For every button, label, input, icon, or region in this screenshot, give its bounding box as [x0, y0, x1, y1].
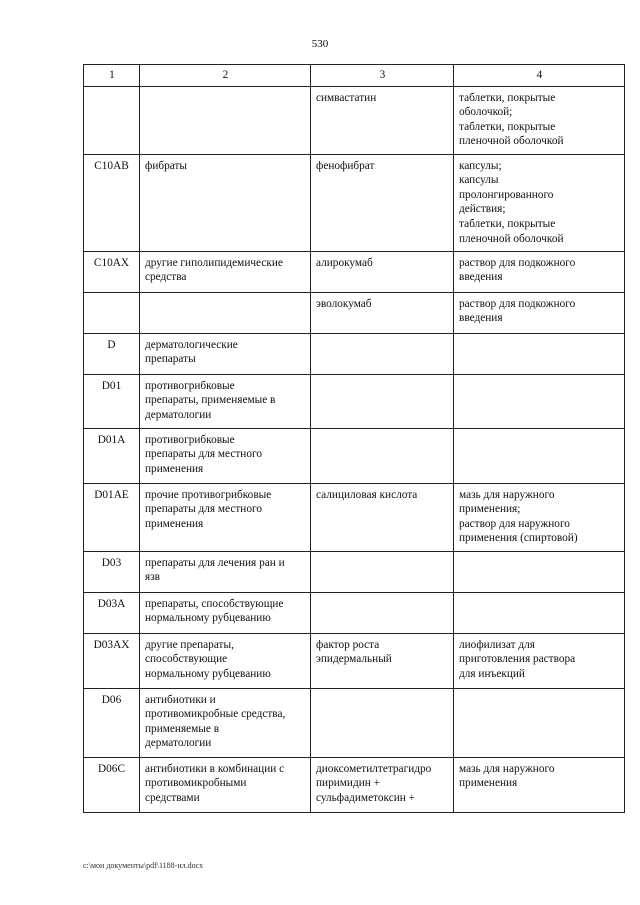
- table-row: [84, 757, 625, 812]
- cell-substance: [311, 757, 454, 812]
- cell-text-line: салициловая кислота: [316, 488, 418, 501]
- cell-text-line: мазь для наружного: [459, 762, 555, 775]
- cell-text-line: капсулы;: [459, 159, 502, 172]
- table-row: [84, 333, 625, 374]
- cell-text-line: таблетки, покрытые: [459, 217, 556, 230]
- table-row: [84, 551, 625, 592]
- cell-text-line: препараты для местного: [145, 448, 262, 461]
- cell-form: [454, 154, 625, 251]
- table-row: [84, 292, 625, 333]
- cell-form: [454, 86, 625, 154]
- cell-text-line: прочие противогрибковые: [145, 488, 272, 501]
- cell-group: [140, 757, 311, 812]
- cell-text-line: нормальному рубцеванию: [145, 667, 271, 680]
- header-cell-substance: 3: [311, 65, 454, 87]
- header-row: [84, 65, 625, 87]
- cell-text-line: пиримидин +: [316, 777, 381, 790]
- cell-text-line: противогрибковые: [145, 379, 235, 392]
- cell-text-line: введения: [459, 312, 503, 325]
- cell-text-line: диоксометилтетрагидро: [316, 762, 432, 775]
- cell-text-line: оболочкой;: [459, 106, 513, 119]
- table-row: [84, 374, 625, 428]
- cell-text-line: противогрибковые: [145, 433, 235, 446]
- cell-text-line: средствами: [145, 791, 200, 804]
- cell-code: [84, 86, 140, 154]
- table-row: [84, 251, 625, 292]
- cell-substance: [311, 483, 454, 551]
- cell-text-line: другие препараты,: [145, 638, 234, 651]
- cell-form: [454, 483, 625, 551]
- cell-text-line: антибиотики и: [145, 693, 216, 706]
- cell-code: D03AX: [84, 633, 140, 688]
- cell-substance: [311, 154, 454, 251]
- cell-text-line: эпидермальный: [316, 653, 392, 666]
- cell-group: [140, 292, 311, 333]
- cell-text-line: противомикробные средства,: [145, 708, 286, 721]
- cell-substance: [311, 633, 454, 688]
- cell-substance: [311, 292, 454, 333]
- cell-code: C10AB: [84, 154, 140, 251]
- cell-text-line: таблетки, покрытые: [459, 91, 556, 104]
- cell-form: [454, 688, 625, 757]
- cell-text-line: сульфадиметоксин +: [316, 791, 416, 804]
- cell-text-line: препараты, способствующие: [145, 597, 284, 610]
- cell-text-line: способствующие: [145, 653, 228, 666]
- table-row: [84, 633, 625, 688]
- cell-text-line: фактор роста: [316, 638, 380, 651]
- cell-text-line: применения: [459, 777, 518, 790]
- cell-code: D01AE: [84, 483, 140, 551]
- cell-group: [140, 483, 311, 551]
- cell-text-line: для инъекций: [459, 667, 525, 680]
- cell-text-line: капсулы: [459, 174, 499, 187]
- cell-text-line: таблетки, покрытые: [459, 120, 556, 133]
- cell-code: D06: [84, 688, 140, 757]
- table-row: [84, 688, 625, 757]
- cell-code: D03A: [84, 592, 140, 633]
- cell-text-line: применения (спиртовой): [459, 532, 578, 545]
- cell-text-line: применения: [145, 462, 204, 475]
- cell-text-line: симвастатин: [316, 91, 377, 104]
- cell-text-line: применения: [145, 517, 204, 530]
- cell-group: [140, 374, 311, 428]
- page-number: 530: [311, 38, 329, 50]
- cell-text-line: препараты для лечения ран и: [145, 556, 285, 569]
- cell-text-line: препараты для местного: [145, 503, 262, 516]
- cell-text-line: дерматологии: [145, 737, 212, 750]
- cell-text-line: дерматологии: [145, 408, 212, 421]
- cell-group: [140, 86, 311, 154]
- cell-form: [454, 551, 625, 592]
- cell-text-line: алирокумаб: [316, 256, 373, 269]
- table-body: [84, 86, 625, 812]
- table-row: [84, 154, 625, 251]
- cell-text-line: препараты: [145, 353, 196, 366]
- cell-text-line: введения: [459, 271, 503, 284]
- cell-text-line: эволокумаб: [316, 297, 372, 310]
- table-header: [84, 65, 625, 87]
- cell-group: [140, 633, 311, 688]
- cell-text-line: язв: [145, 571, 160, 584]
- table-row: [84, 428, 625, 483]
- table-row: [84, 483, 625, 551]
- cell-substance: [311, 592, 454, 633]
- cell-group: [140, 428, 311, 483]
- cell-group: [140, 251, 311, 292]
- cell-text-line: применения;: [459, 503, 521, 516]
- cell-substance: [311, 86, 454, 154]
- cell-text-line: нормальному рубцеванию: [145, 612, 271, 625]
- cell-substance: [311, 688, 454, 757]
- header-cell-code: 1: [84, 65, 140, 87]
- cell-form: [454, 374, 625, 428]
- cell-group: [140, 688, 311, 757]
- cell-form: [454, 251, 625, 292]
- cell-substance: [311, 251, 454, 292]
- cell-text-line: приготовления раствора: [459, 653, 576, 666]
- header-cell-form: 4: [454, 65, 625, 87]
- cell-code: [84, 292, 140, 333]
- cell-text-line: дерматологические: [145, 338, 238, 351]
- cell-text-line: фенофибрат: [316, 159, 375, 172]
- cell-substance: [311, 333, 454, 374]
- cell-text-line: пленочной оболочкой: [459, 135, 564, 148]
- cell-group: [140, 551, 311, 592]
- cell-group: [140, 592, 311, 633]
- cell-form: [454, 633, 625, 688]
- header-cell-group: 2: [140, 65, 311, 87]
- cell-text-line: лиофилизат для: [459, 638, 535, 651]
- table-row: [84, 86, 625, 154]
- cell-text-line: антибиотики в комбинации с: [145, 762, 285, 775]
- footer-file-path: c:\мои документы\pdf\1188-ил.docx: [83, 861, 204, 870]
- cell-code: D01: [84, 374, 140, 428]
- cell-form: [454, 428, 625, 483]
- cell-form: [454, 757, 625, 812]
- cell-group: [140, 154, 311, 251]
- cell-text-line: фибраты: [145, 159, 188, 172]
- cell-text-line: препараты, применяемые в: [145, 394, 276, 407]
- table-row: [84, 592, 625, 633]
- cell-text-line: средства: [145, 271, 187, 284]
- cell-text-line: другие гиполипидемические: [145, 256, 283, 269]
- cell-form: [454, 292, 625, 333]
- cell-form: [454, 592, 625, 633]
- cell-text-line: раствор для подкожного: [459, 256, 576, 269]
- cell-text-line: противомикробными: [145, 777, 247, 790]
- medication-table: [83, 64, 625, 813]
- cell-code: D: [84, 333, 140, 374]
- cell-text-line: раствор для наружного: [459, 517, 570, 530]
- cell-text-line: раствор для подкожного: [459, 297, 576, 310]
- cell-substance: [311, 374, 454, 428]
- cell-substance: [311, 428, 454, 483]
- cell-text-line: пленочной оболочкой: [459, 232, 564, 245]
- cell-code: D06C: [84, 757, 140, 812]
- cell-text-line: мазь для наружного: [459, 488, 555, 501]
- cell-text-line: пролонгированного: [459, 188, 554, 201]
- cell-substance: [311, 551, 454, 592]
- cell-text-line: действия;: [459, 203, 506, 216]
- cell-group: [140, 333, 311, 374]
- cell-form: [454, 333, 625, 374]
- cell-code: D03: [84, 551, 140, 592]
- cell-code: C10AX: [84, 251, 140, 292]
- cell-code: D01A: [84, 428, 140, 483]
- cell-text-line: применяемые в: [145, 722, 220, 735]
